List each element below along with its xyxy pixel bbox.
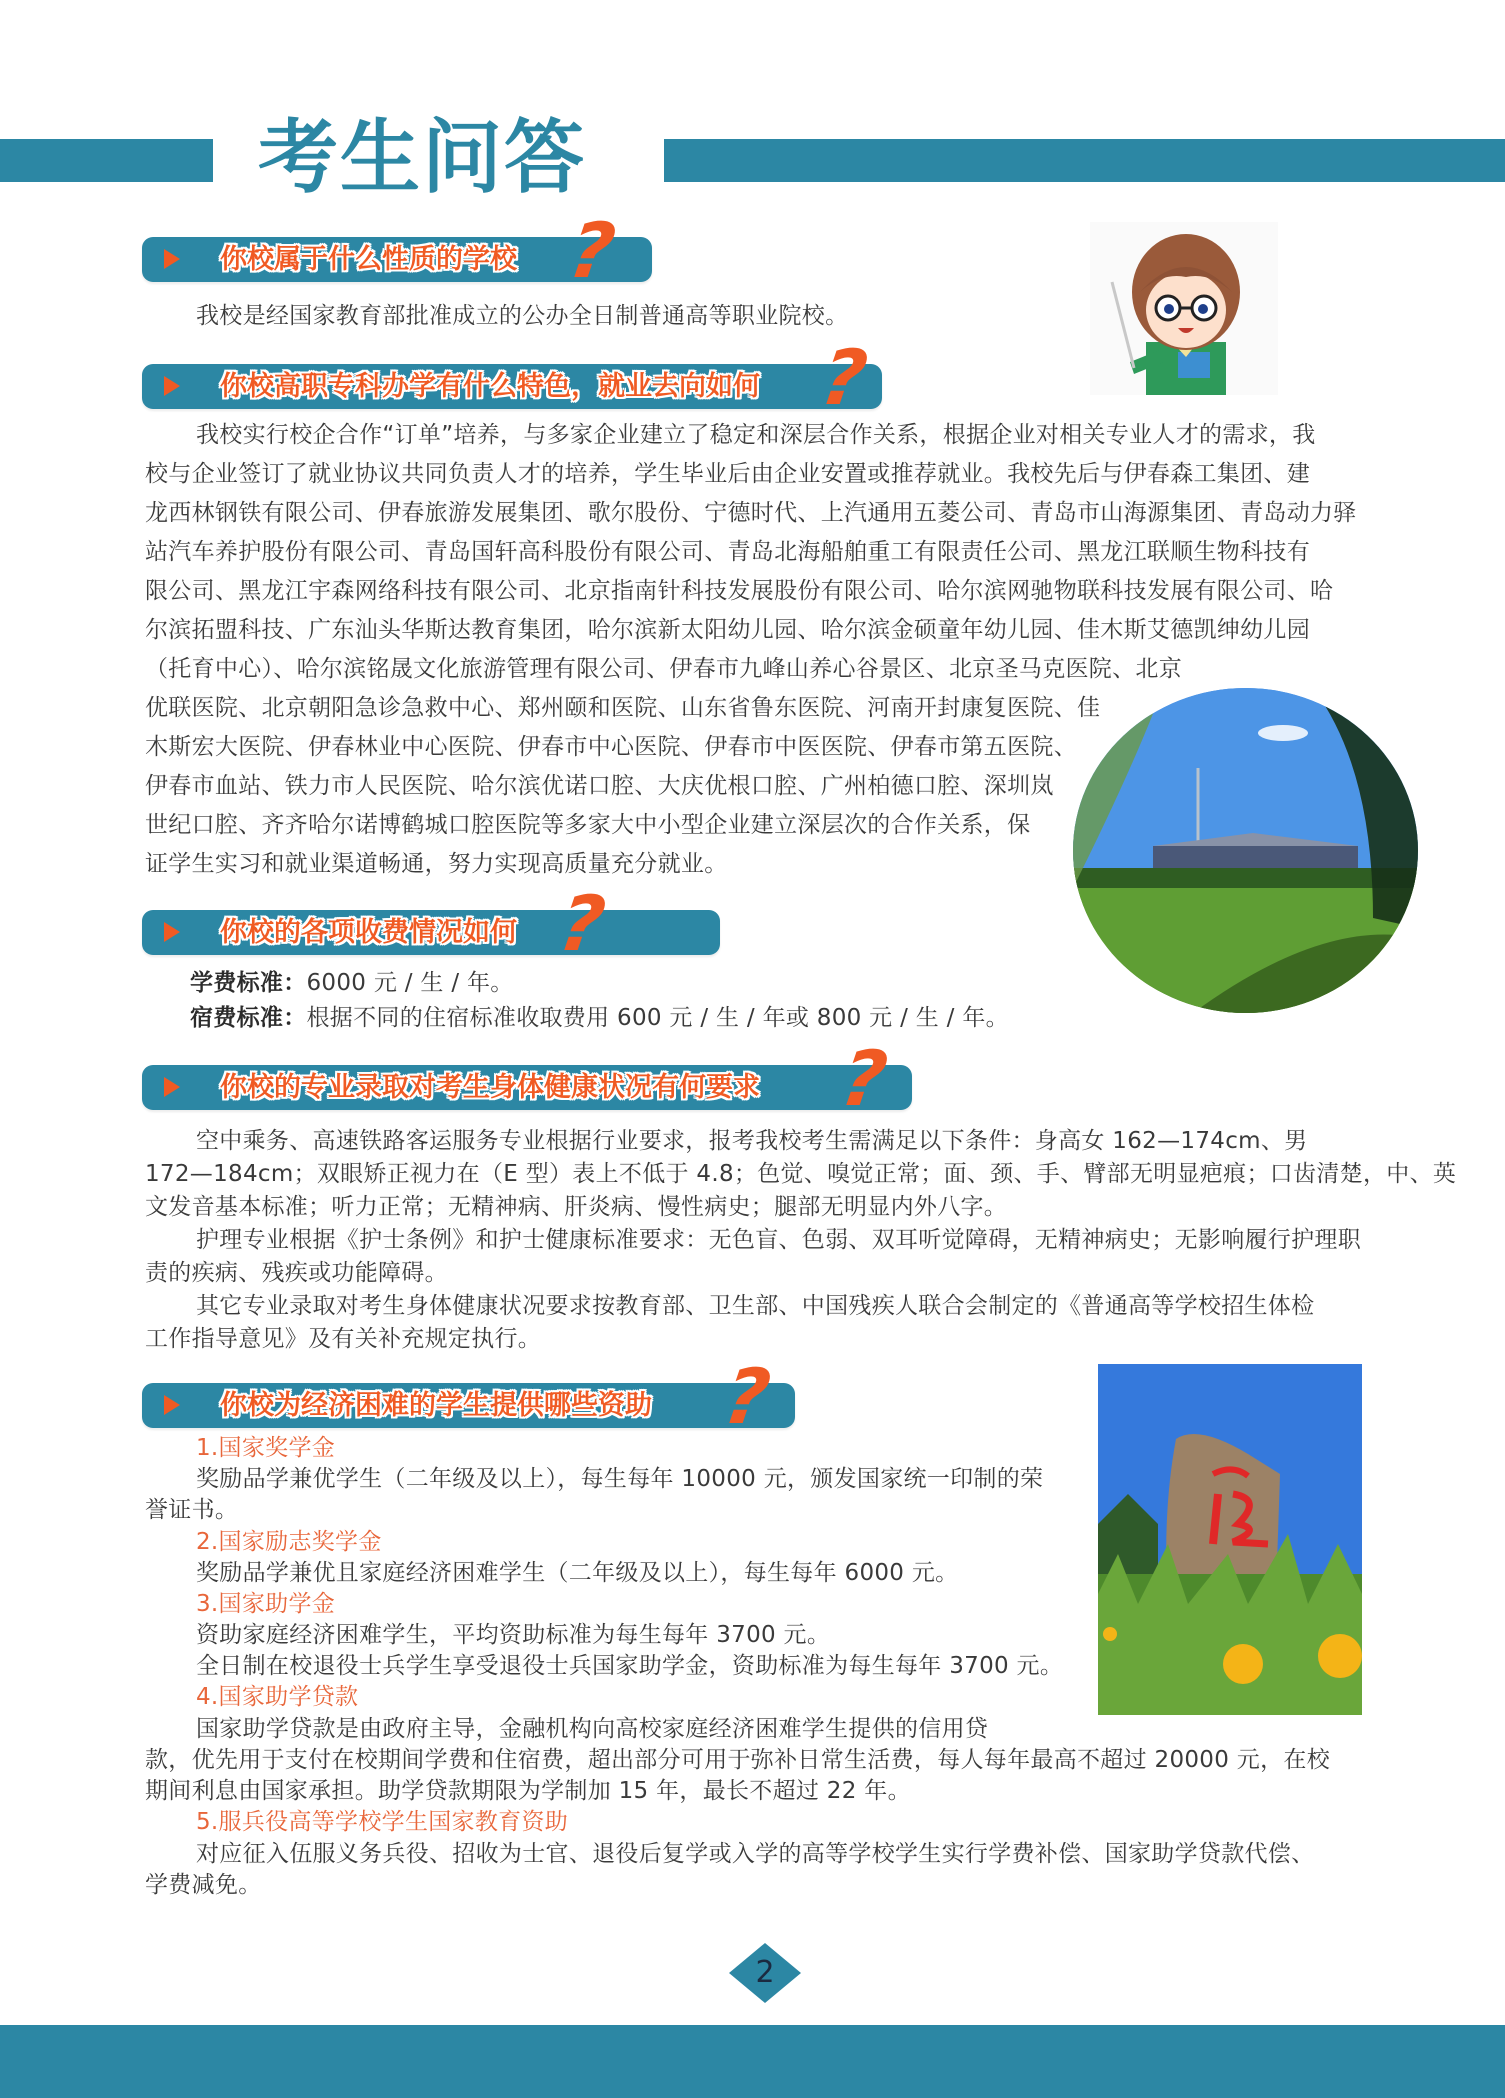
- aid-line: 国家助学贷款是由政府主导，金融机构向高校家庭经济困难学生提供的信用贷: [196, 1716, 989, 1742]
- aid-line: 学费减免。: [145, 1872, 262, 1898]
- question-heading-2: [142, 333, 882, 422]
- question-mark-icon: ?: [835, 1034, 893, 1123]
- question-text: 你校属于什么性质的学校: [220, 244, 517, 275]
- header-band-left: [0, 139, 213, 182]
- aid-line: 款，优先用于支付在校期间学费和住宿费，超出部分可用于弥补日常生活费，每人每年最高不超过 20000 元，在校: [145, 1747, 1330, 1773]
- stone-monument-photo: [1098, 1364, 1362, 1715]
- aid-title-4: 4.国家助学贷款: [196, 1684, 359, 1710]
- answer-line: 护理专业根据《护士条例》和护士健康标准要求：无色盲、色弱、双耳听觉障碍，无精神病史；无影响履行护理职: [196, 1227, 1361, 1253]
- question-heading-5: [142, 1352, 795, 1441]
- fee-dormitory: [190, 999, 1009, 1038]
- answer-line: 工作指导意见》及有关补充规定执行。: [145, 1326, 542, 1352]
- aid-title-1: 1.国家奖学金: [196, 1435, 336, 1461]
- aid-title-3: 3.国家助学金: [196, 1591, 336, 1617]
- question-mark-icon: ?: [553, 879, 611, 968]
- answer-line: 校与企业签订了就业协议共同负责人才的培养，学生毕业后由企业安置或推荐就业。我校先后与伊春森工集团、建: [145, 461, 1310, 487]
- answer-line: 我校实行校企合作“订单”培养，与多家企业建立了稳定和深层合作关系，根据企业对相关专业人才的需求，我: [196, 422, 1316, 448]
- footer-band: [0, 2025, 1505, 2098]
- question-text: 你校的专业录取对考生身体健康状况有何要求: [220, 1072, 760, 1103]
- aid-line: 期间利息由国家承担。助学贷款期限为学制加 15 年，最长不超过 22 年。: [145, 1778, 911, 1804]
- answer-line: （托育中心）、哈尔滨铭晟文化旅游管理有限公司、伊春市九峰山养心谷景区、北京圣马克医院、北京: [145, 656, 1182, 682]
- answer-line: 木斯宏大医院、伊春林业中心医院、伊春市中心医院、伊春市中医医院、伊春市第五医院、: [145, 734, 1077, 760]
- answer-line: 龙西林钢铁有限公司、伊春旅游发展集团、歌尔股份、宁德时代、上汽通用五菱公司、青岛市山海源集团、青岛动力驿: [145, 500, 1357, 526]
- answer-line: 证学生实习和就业渠道畅通，努力实现高质量充分就业。: [145, 851, 728, 877]
- fee-label: 学费标准：: [190, 970, 307, 996]
- question-mark-icon: ?: [815, 333, 873, 422]
- teacher-illustration: [1090, 222, 1278, 395]
- aid-title-2: 2.国家励志奖学金: [196, 1529, 382, 1555]
- aid-line: 资助家庭经济困难学生，平均资助标准为每生每年 3700 元。: [196, 1622, 831, 1648]
- answer-line: 优联医院、北京朝阳急诊急救中心、郑州颐和医院、山东省鲁东医院、河南开封康复医院、佳: [145, 695, 1101, 721]
- question-text: 你校为经济困难的学生提供哪些资助: [220, 1390, 652, 1421]
- answer-line: 世纪口腔、齐齐哈尔诺博鹤城口腔医院等多家大中小型企业建立深层次的合作关系，保: [145, 812, 1031, 838]
- answer-line: 我校是经国家教育部批准成立的公办全日制普通高等职业院校。: [196, 303, 849, 329]
- answer-line: 站汽车养护股份有限公司、青岛国轩高科股份有限公司、青岛北海船舶重工有限责任公司、黑龙江联顺生物科技有: [145, 539, 1310, 565]
- aid-line: 全日制在校退役士兵学生享受退役士兵国家助学金，资助标准为每生每年 3700 元。: [196, 1653, 1064, 1679]
- question-mark-icon: ?: [563, 206, 621, 295]
- header-band-right: [664, 139, 1505, 182]
- play-arrow-icon: [164, 922, 180, 942]
- campus-photo: [1073, 688, 1418, 1013]
- play-arrow-icon: [164, 1077, 180, 1097]
- answer-line: 其它专业录取对考生身体健康状况要求按教育部、卫生部、中国残疾人联合会制定的《普通高等学校招生体检: [196, 1293, 1315, 1319]
- fee-label: 宿费标准：: [190, 1005, 307, 1031]
- answer-line: 伊春市血站、铁力市人民医院、哈尔滨优诺口腔、大庆优根口腔、广州柏德口腔、深圳岚: [145, 773, 1054, 799]
- play-arrow-icon: [164, 1395, 180, 1415]
- question-heading-4: [142, 1034, 912, 1123]
- fee-tuition: [190, 964, 514, 1003]
- play-arrow-icon: [164, 249, 180, 269]
- aid-line: 誉证书。: [145, 1497, 239, 1523]
- page-number: 2: [755, 1955, 775, 1990]
- answer-line: 空中乘务、高速铁路客运服务专业根据行业要求，报考我校考生需满足以下条件：身高女 162—174cm、男: [196, 1128, 1308, 1154]
- question-mark-icon: ?: [718, 1352, 776, 1441]
- answer-line: 限公司、黑龙江宇森网络科技有限公司、北京指南针科技发展股份有限公司、哈尔滨网驰物联科技发展有限公司、哈: [145, 578, 1334, 604]
- question-heading-1: [142, 206, 652, 295]
- answer-line: 尔滨拓盟科技、广东汕头华斯达教育集团，哈尔滨新太阳幼儿园、哈尔滨金硕童年幼儿园、佳木斯艾德凯绅幼儿园: [145, 617, 1310, 643]
- page-title: 考生问答: [258, 111, 586, 204]
- fee-value: 6000 元 / 生 / 年。: [306, 970, 514, 996]
- question-text: 你校高职专科办学有什么特色，就业去向如何: [220, 371, 760, 402]
- aid-line: 奖励品学兼优且家庭经济困难学生（二年级及以上），每生每年 6000 元。: [196, 1560, 959, 1586]
- answer-line: 责的疾病、残疾或功能障碍。: [145, 1260, 448, 1286]
- aid-line: 对应征入伍服义务兵役、招收为士官、退役后复学或入学的高等学校学生实行学费补偿、国家助学贷款代偿、: [196, 1841, 1315, 1867]
- fee-value: 根据不同的住宿标准收取费用 600 元 / 生 / 年或 800 元 / 生 / 年。: [306, 1005, 1009, 1031]
- answer-line: 文发音基本标准；听力正常；无精神病、肝炎病、慢性病史；腿部无明显内外八字。: [145, 1194, 1008, 1220]
- question-text: 你校的各项收费情况如何: [220, 917, 517, 948]
- answer-line: 172—184cm；双眼矫正视力在（E 型）表上不低于 4.8；色觉、嗅觉正常；面、颈、手、臂部无明显疤痕；口齿清楚，中、英: [145, 1161, 1457, 1187]
- play-arrow-icon: [164, 376, 180, 396]
- aid-title-5: 5.服兵役高等学校学生国家教育资助: [196, 1809, 569, 1835]
- aid-line: 奖励品学兼优学生（二年级及以上），每生每年 10000 元，颁发国家统一印制的荣: [196, 1466, 1044, 1492]
- question-heading-3: [142, 879, 720, 968]
